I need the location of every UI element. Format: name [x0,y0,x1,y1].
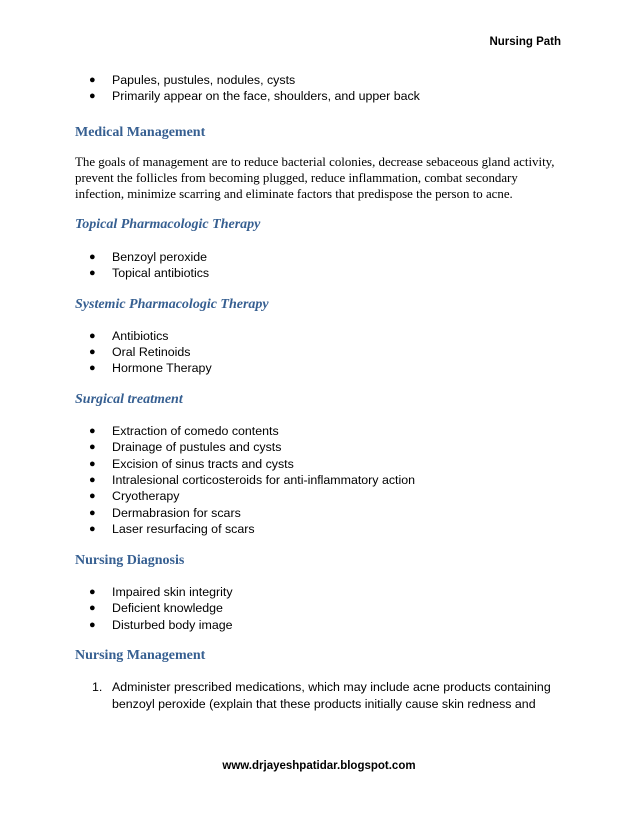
list-item-text: Excision of sinus tracts and cysts [112,456,294,471]
list-item-text: Hormone Therapy [112,361,212,376]
bullet-icon: ● [89,474,96,487]
heading-topical-therapy: Topical Pharmacologic Therapy [75,216,261,232]
intro-bullet-list [75,72,565,105]
list-item-text: Laser resurfacing of scars [112,522,255,537]
list-item [75,72,565,88]
list-item-text-line: Administer prescribed medications, which may include acne products containing [112,679,551,694]
running-header: Nursing Path [489,36,561,48]
nursing-diagnosis-list [75,584,565,633]
list-item [75,617,565,633]
bullet-icon: ● [89,74,96,86]
list-item-text: Benzoyl peroxide [112,249,208,264]
list-item [75,265,565,281]
list-item [75,360,565,376]
list-item-text: Extraction of comedo contents [112,423,279,438]
list-item [75,249,565,265]
bullet-icon: ● [89,362,96,375]
page-content [75,72,565,713]
list-item [75,423,565,439]
bullet-icon: ● [89,424,96,437]
bullet-icon: ● [89,457,96,470]
bullet-icon: ● [89,585,96,598]
bullet-icon: ● [89,490,96,503]
list-item [75,521,565,537]
list-item-text: Oral Retinoids [112,345,191,360]
list-item-text: Dermabrasion for scars [112,505,241,520]
list-item-text: Disturbed body image [112,617,233,632]
list-item-text: Primarily appear on the face, shoulders, and upper back [112,89,420,104]
bullet-icon: ● [89,441,96,454]
list-item [75,456,565,472]
bullet-icon: ● [89,329,96,342]
list-item [75,344,565,360]
list-item [75,328,565,344]
heading-systemic-therapy: Systemic Pharmacologic Therapy [75,296,269,312]
bullet-icon: ● [89,602,96,615]
medical-management-paragraph: The goals of management are to reduce bacterial colonies, decrease sebaceous gland activity, prevent the follicles from becoming plugged, reduce inflammation, combat secondary infection, minimize scarring and eliminate factors that predispose the person to acne. [75,154,555,201]
list-item [75,88,565,104]
list-item-text: Intralesional corticosteroids for anti-inflammatory action [112,473,416,488]
bullet-icon: ● [89,250,96,263]
list-item [75,439,565,455]
list-item-text: Deficient knowledge [112,601,223,616]
list-item [75,584,565,600]
heading-nursing-management: Nursing Management [75,647,206,663]
list-item-text: Topical antibiotics [112,266,210,281]
list-item [75,679,565,713]
topical-list [75,249,565,282]
bullet-icon: ● [89,90,96,103]
bullet-icon: ● [89,506,96,519]
list-item-text: Papules, pustules, nodules, cysts [112,73,296,87]
systemic-list [75,328,565,377]
footer-url: www.drjayeshpatidar.blogspot.com [222,760,416,772]
list-item [75,505,565,521]
bullet-icon: ● [89,523,96,536]
list-item-text: Antibiotics [112,328,169,343]
list-item [75,600,565,616]
nursing-management-list [75,679,565,713]
heading-surgical-treatment: Surgical treatment [75,391,183,407]
list-item [75,472,565,488]
bullet-icon: ● [89,267,96,280]
surgical-list [75,423,565,538]
heading-nursing-diagnosis: Nursing Diagnosis [75,552,185,568]
list-item-text: Drainage of pustules and cysts [112,440,282,455]
list-item-text: Impaired skin integrity [112,584,233,599]
list-item-text-line: benzoyl peroxide (explain that these products initially cause skin redness and [112,696,536,711]
heading-medical-management: Medical Management [75,124,206,140]
list-item-text: Cryotherapy [112,489,180,504]
list-item [75,488,565,504]
bullet-icon: ● [89,346,96,359]
bullet-icon: ● [89,618,96,631]
list-item-number: 1. [92,679,103,694]
